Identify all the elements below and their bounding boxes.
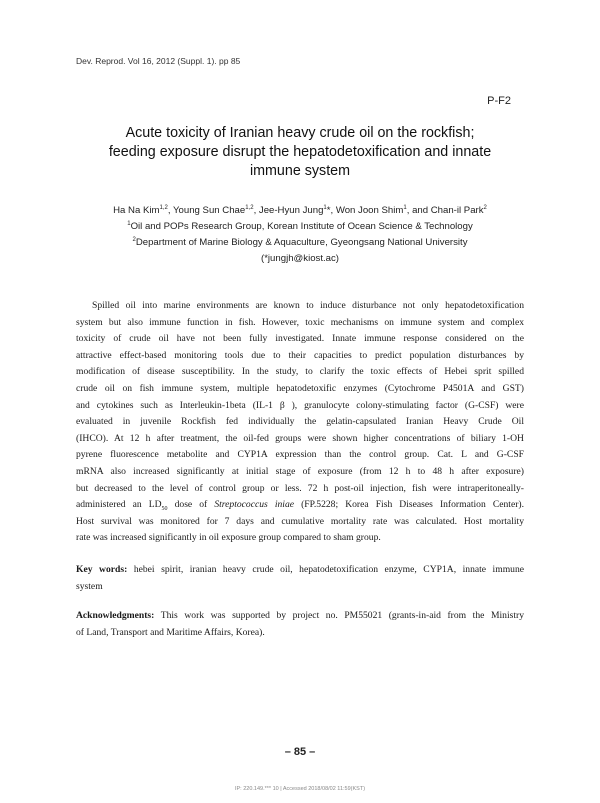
keywords bbox=[76, 562, 524, 595]
author-name: , Young Sun Chae bbox=[167, 205, 246, 216]
poster-code: P-F2 bbox=[487, 95, 511, 107]
author-affil-sup: 1 bbox=[323, 205, 327, 211]
ack-line bbox=[76, 608, 524, 625]
abstract-line: modification of disease susceptibility. In the study, to clarify the toxic effects of Hebei sprit spilled bbox=[76, 366, 524, 378]
author-name: Ha Na Kim bbox=[113, 205, 160, 216]
contact-email: (*jungjh@kiost.ac) bbox=[261, 253, 339, 264]
abstract bbox=[76, 298, 524, 547]
author-block bbox=[70, 203, 530, 267]
keywords-label: Key words: bbox=[76, 564, 128, 575]
affil-sup: 2 bbox=[132, 237, 136, 243]
author-affil-sup: 2 bbox=[483, 205, 487, 211]
ack-label: Acknowledgments: bbox=[76, 610, 155, 621]
abstract-line: toxicity of crude oil have not been fully investigated. Innate immune response considered on the bbox=[76, 333, 524, 345]
abstract-line: Host survival was monitored for 7 days and cumulative mortality rate was calculated. Host mortality bbox=[76, 515, 524, 527]
title-line: immune system bbox=[249, 163, 351, 179]
abstract-line bbox=[76, 497, 524, 514]
ack-text: This work was supported by project no. PM55021 (grants-in-aid from the Ministry bbox=[154, 610, 524, 621]
author-name: , and Chan-il Park bbox=[406, 205, 484, 216]
abstract-line: (IHCO). At 12 h after treatment, the oil-fed groups were shown higher concentrations of biliary 1-OH bbox=[76, 432, 524, 444]
affiliation-1 bbox=[70, 219, 530, 235]
keywords-line: system bbox=[76, 580, 103, 592]
abstract-text: dose of bbox=[167, 499, 215, 511]
author-name: , Won Joon Shim bbox=[330, 205, 404, 216]
abstract-line: attractive effect-based monitoring tools due to their capacities to predict population disturbances by bbox=[76, 349, 524, 361]
abstract-line: rate was increased significantly in oil exposure group compared to sham group. bbox=[76, 532, 381, 544]
abstract-line: but decreased to the level of control group or less. 72 h post-oil injection, fish were intraperitoneally- bbox=[76, 482, 524, 494]
ack-line: of Land, Transport and Maritime Affairs, Korea). bbox=[76, 626, 265, 638]
acknowledgments bbox=[76, 608, 524, 641]
abstract-line: crude oil on fish immune system, multiple hepatodetoxific enzymes (Cytochrome P4501A and GST) bbox=[76, 382, 524, 394]
author-name: , Jee-Hyun Jung bbox=[253, 205, 324, 216]
abstract-line: Spilled oil into marine environments are known to induce disturbance not only hepatodetoxification bbox=[92, 300, 524, 311]
paper-title bbox=[80, 124, 520, 181]
abstract-subscript: 50 bbox=[161, 506, 168, 513]
corresponding-mark: * bbox=[326, 205, 331, 216]
author-affil-sup: 1,2 bbox=[245, 205, 254, 211]
journal-header: Dev. Reprod. Vol 16, 2012 (Suppl. 1). pp 85 bbox=[76, 56, 241, 66]
abstract-text: administered an LD bbox=[76, 499, 162, 511]
affil-text: Oil and POPs Research Group, Korean Institute of Ocean Science & Technology bbox=[130, 221, 473, 232]
abstract-text: (FP.5228; Korea Fish Diseases Information Center). bbox=[294, 499, 524, 511]
affiliation-2 bbox=[70, 235, 530, 251]
author-affil-sup: 1 bbox=[403, 205, 407, 211]
affil-text: Department of Marine Biology & Aquaculture, Gyeongsang National University bbox=[135, 237, 468, 248]
affil-sup: 1 bbox=[127, 221, 131, 227]
page-number: – 85 – bbox=[284, 746, 316, 758]
author-list bbox=[70, 203, 530, 219]
abstract-line: system but also immune function in fish. However, toxic mechanisms on immune system and complex bbox=[76, 316, 524, 328]
keywords-text: hebei spirit, iranian heavy crude oil, hepatodetoxification enzyme, CYP1A, innate immune bbox=[127, 564, 525, 575]
access-footer: IP: 220.149.*** 10 | Accessed 2018/08/02 11:59(KST) bbox=[234, 786, 366, 792]
species-name: Streptococcus iniae bbox=[214, 499, 295, 511]
abstract-line: pyrene fluorescence metabolite and CYP1A expression than the control group. Cat. L and G-CSF bbox=[76, 449, 524, 461]
abstract-line: evaluated in juvenile Rockfish fed individually the gelatin-capsulated Iranian Heavy Crude Oil bbox=[76, 416, 524, 428]
keywords-line bbox=[76, 562, 524, 579]
abstract-line: and cytokines such as Interleukin-1beta (IL-1 β ), granulocyte colony-stimulating factor (G-CSF) were bbox=[76, 399, 524, 411]
title-line: feeding exposure disrupt the hepatodetoxification and innate bbox=[108, 144, 492, 160]
author-affil-sup: 1,2 bbox=[159, 205, 168, 211]
title-line: Acute toxicity of Iranian heavy crude oil on the rockfish; bbox=[125, 125, 475, 141]
abstract-line: mRNA also increased significantly at initial stage of exposure (from 12 h to 48 h after exposure) bbox=[76, 465, 524, 477]
